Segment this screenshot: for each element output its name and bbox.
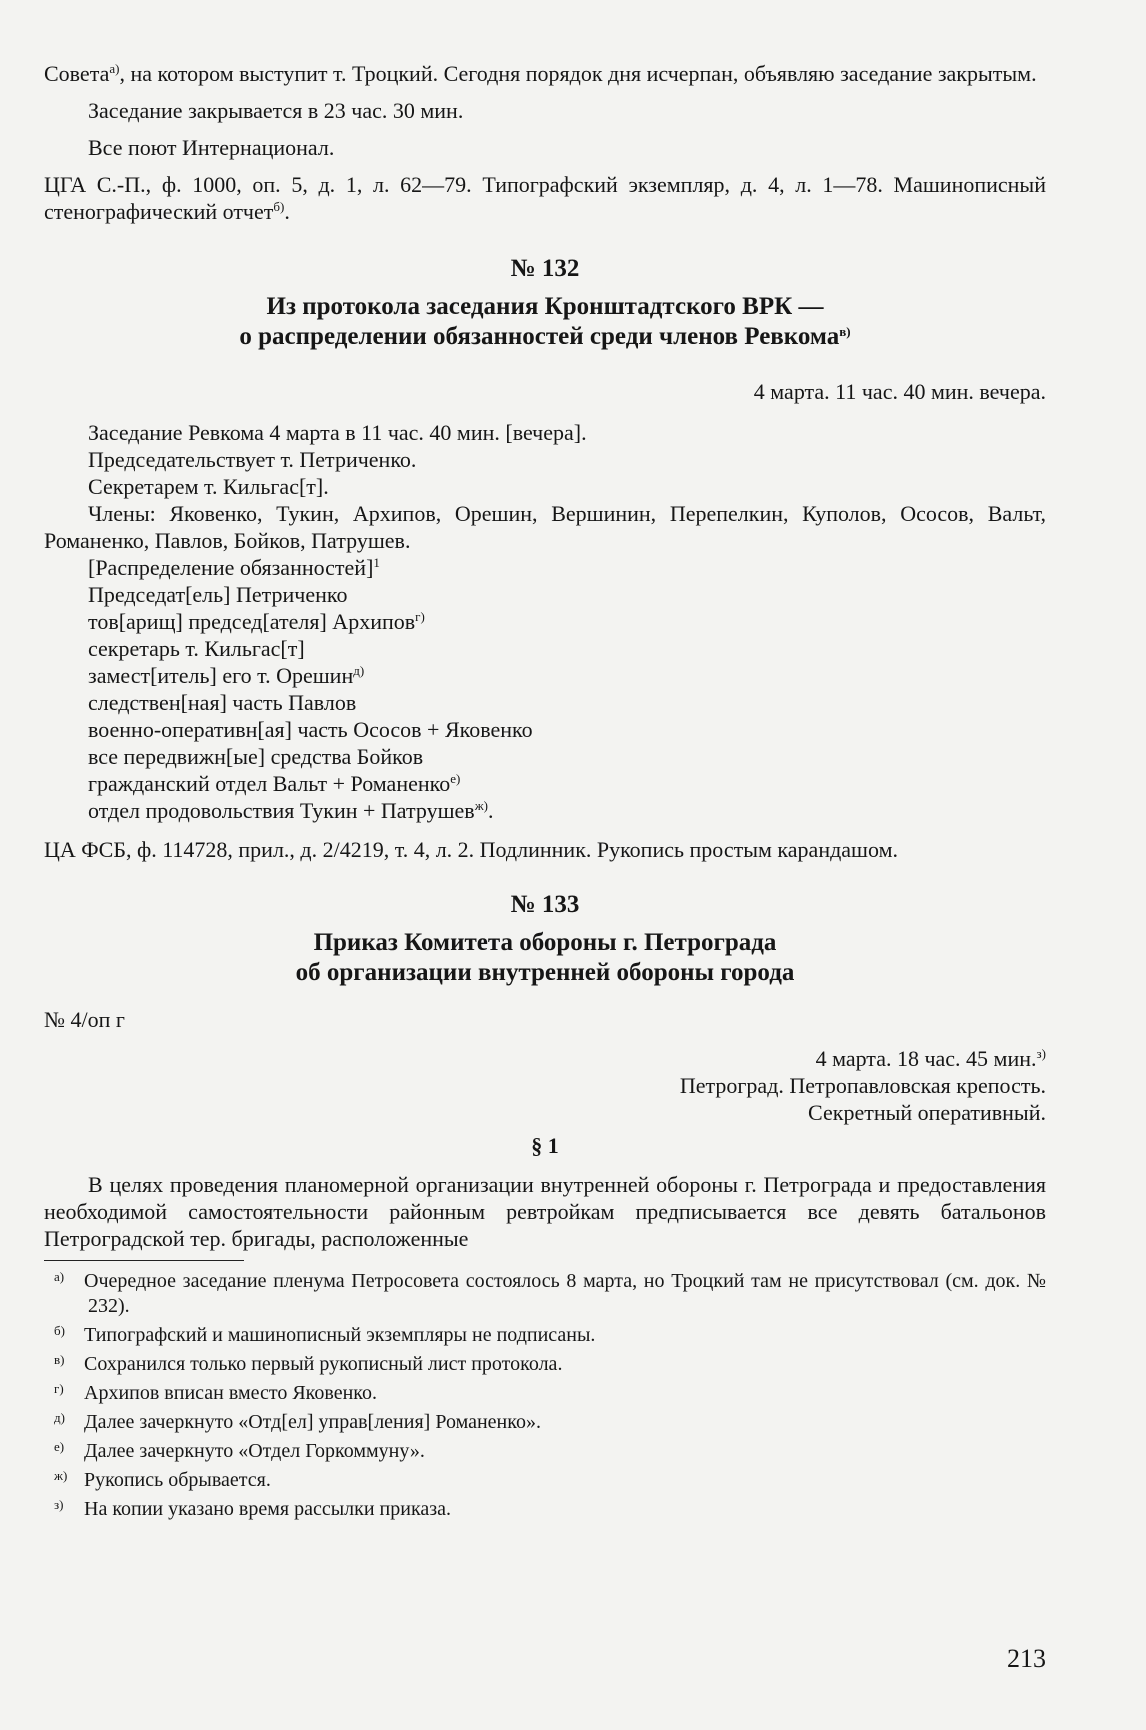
document-place: Петроград. Петропавловская крепость. bbox=[679, 1073, 1046, 1098]
document-number: № 132 bbox=[510, 255, 580, 282]
secrecy-label: Секретный оперативный. bbox=[808, 1100, 1046, 1125]
footnotes bbox=[44, 1269, 1046, 1522]
page-number: 213 bbox=[1007, 1644, 1046, 1673]
footnote: ж) Рукопись обрывается. bbox=[54, 1468, 271, 1491]
document-date: 4 марта. 18 час. 45 мин.$^{з)}$ bbox=[815, 1046, 1046, 1071]
footnote-divider bbox=[44, 1260, 244, 1261]
document-title: Приказ Комитета обороны г. Петрограда об организации внутренней обороны города bbox=[295, 929, 795, 986]
page-content bbox=[44, 60, 1046, 1522]
protocol-line: секретарь т. Кильгас[т] bbox=[88, 636, 305, 661]
order-body: В целях проведения планомерной организации внутренней обороны г. Петрограда и предоставления необходимой самостоятельности районным ревтройкам предписывается все девять батальонов Петроградской тер. бригады, расположенные bbox=[44, 1172, 1046, 1251]
footnote: д) Далее зачеркнуто «Отд[ел] управ[ления] Романенко». bbox=[54, 1410, 541, 1433]
document-number: № 133 bbox=[510, 891, 580, 918]
footnote: а) Очередное заседание пленума Петросовета состоялось 8 марта, но Троцкий там не присутствовал (см. док. № 232). bbox=[54, 1269, 1046, 1317]
footnote: в) Сохранился только первый рукописный лист протокола. bbox=[54, 1352, 563, 1375]
protocol-line: Секретарем т. Кильгас[т]. bbox=[88, 474, 329, 499]
archival-source: ЦА ФСБ, ф. 114728, прил., д. 2/4219, т. 4, л. 2. Подлинник. Рукопись простым карандашом. bbox=[44, 837, 898, 862]
footnote: б) Типографский и машинописный экземпляры не подписаны. bbox=[54, 1323, 596, 1346]
archival-source: ЦГА С.-П., ф. 1000, оп. 5, д. 1, л. 62—79. Типографский экземпляр, д. 4, л. 1—78. Машинописный стенографический отчет$^{б)}$. bbox=[44, 172, 1046, 224]
protocol-line: отдел продовольствия Тукин + Патрушев$^{ж)}$. bbox=[88, 798, 494, 823]
protocol-line: все передвижн[ые] средства Бойков bbox=[88, 744, 424, 769]
protocol-line: гражданский отдел Вальт + Романенко$^{е)}$ bbox=[88, 771, 461, 796]
section-heading: § 1 bbox=[531, 1133, 559, 1158]
text-paragraph: Все поют Интернационал. bbox=[88, 135, 335, 160]
protocol-line: тов[арищ] председ[ателя] Архипов$^{г)}$ bbox=[88, 609, 425, 634]
text-paragraph: Заседание закрывается в 23 час. 30 мин. bbox=[88, 98, 464, 123]
protocol-line: Члены: Яковенко, Тукин, Архипов, Орешин, Вершинин, Перепелкин, Куполов, Ососов, Вальт, Романенко, Павлов, Бойков, Патрушев. bbox=[44, 501, 1046, 553]
protocol-line: Председат[ель] Петриченко bbox=[88, 582, 348, 607]
protocol-line: [Распределение обязанностей]$^1$ bbox=[88, 555, 380, 580]
protocol-line: Заседание Ревкома 4 марта в 11 час. 40 мин. [вечера]. bbox=[88, 420, 587, 445]
protocol-line: Председательствует т. Петриченко. bbox=[88, 447, 417, 472]
document-title: Из протокола заседания Кронштадтского ВРК — о распределении обязанностей среди членов Ревкома$^{в)}$ bbox=[239, 293, 851, 350]
footnote: г) Архипов вписан вместо Яковенко. bbox=[54, 1381, 377, 1404]
document-date: 4 марта. 11 час. 40 мин. вечера. bbox=[753, 379, 1046, 404]
document-reference: № 4/оп г bbox=[44, 1007, 125, 1032]
protocol-body bbox=[44, 419, 1046, 824]
protocol-line: замест[итель] его т. Орешин$^{д)}$ bbox=[88, 663, 365, 688]
protocol-line: военно-оперативн[ая] часть Ососов + Яковенко bbox=[88, 717, 533, 742]
text-paragraph: Совета$^{а)}$, на котором выступит т. Троцкий. Сегодня порядок дня исчерпан, объявляю заседание закрытым. bbox=[44, 61, 1037, 86]
protocol-line: следствен[ная] часть Павлов bbox=[88, 690, 357, 715]
footnote: е) Далее зачеркнуто «Отдел Горкоммуну». bbox=[54, 1439, 425, 1462]
footnote: з) На копии указано время рассылки приказа. bbox=[54, 1497, 452, 1520]
